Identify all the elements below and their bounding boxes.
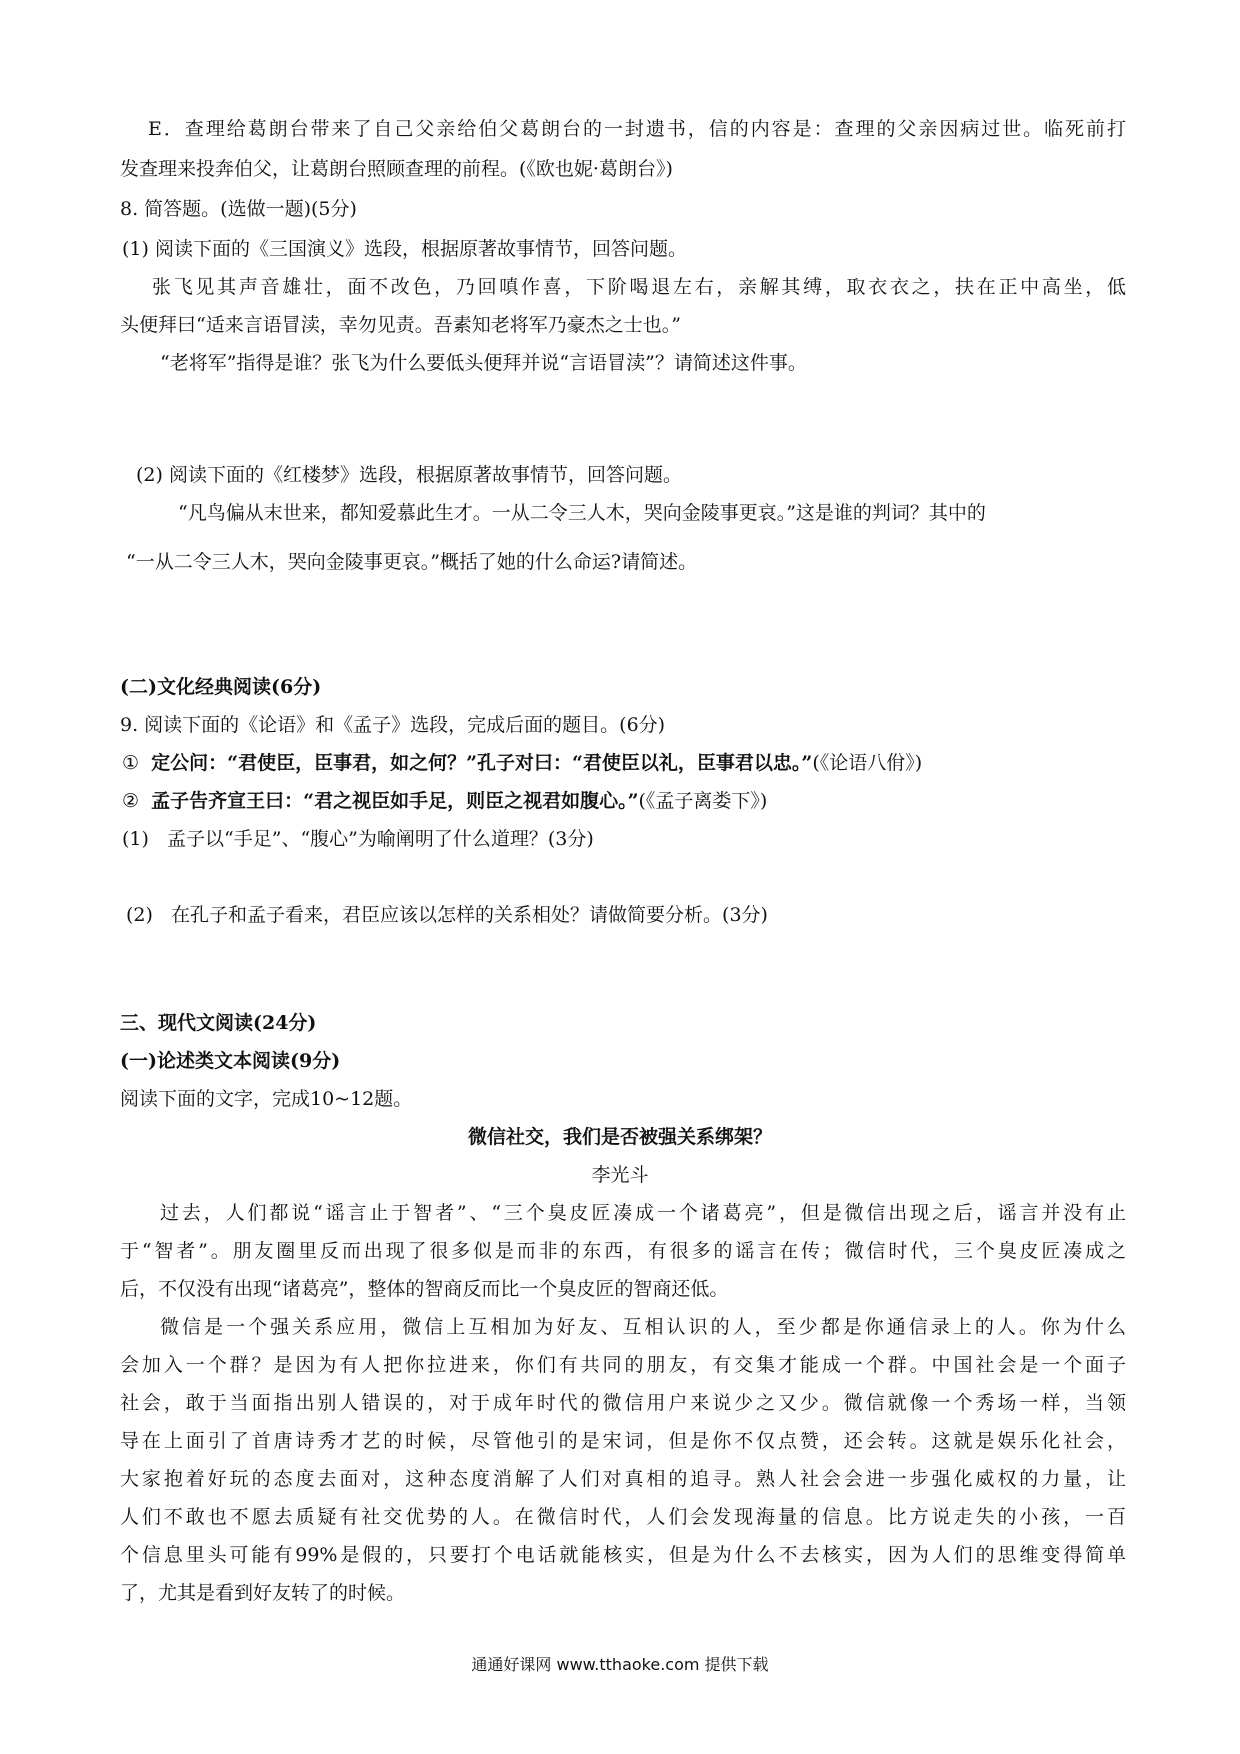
reading-instruction: 阅读下面的文字，完成10~12题。 — [120, 1088, 413, 1110]
q9-item2 — [122, 790, 767, 813]
q8-part1-passage-line1: 张飞见其声音雄壮，面不改色，乃回嗔作喜，下阶喝退左右，亲解其缚，取衣衣之，扶在正中高坐，低 — [152, 276, 1126, 298]
para2-line1: 微信是一个强关系应用，微信上互相加为好友、互相认识的人，至少都是你通信录上的人。你为什么 — [160, 1316, 1126, 1338]
q9-item2-source: (《孟子离娄下》) — [638, 790, 768, 812]
q8-part2-intro: (2) 阅读下面的《红楼梦》选段，根据原著故事情节，回答问题。 — [136, 464, 682, 486]
para1-line1: 过去，人们都说“谣言止于智者”、“三个臭皮匠凑成一个诸葛亮”，但是微信出现之后，谣言并没有止 — [160, 1202, 1126, 1224]
option-e-line1: E．查理给葛朗台带来了自己父亲给伯父葛朗台的一封遗书，信的内容是：查理的父亲因病过世。临死前打 — [148, 118, 1126, 140]
section-argument-heading: (一)论述类文本阅读(9分) — [120, 1050, 341, 1072]
q9-item1-quote: 定公问：“君使臣，臣事君，如之何？”孔子对曰：“君使臣以礼，臣事君以忠。” — [151, 752, 813, 774]
para2-line3: 社会，敢于当面指出别人错误的，对于成年时代的微信用户来说少之又少。微信就像一个秀场一样，当领 — [120, 1392, 1126, 1414]
para2-line4: 导在上面引了首唐诗秀才艺的时候，尽管他引的是宋词，但是你不仅点赞，还会转。这就是娱乐化社会， — [120, 1430, 1126, 1452]
q9-title: 9. 阅读下面的《论语》和《孟子》选段，完成后面的题目。(6分) — [120, 714, 666, 736]
q9-item1 — [122, 752, 922, 775]
page-footer: 通通好课网 www.tthaoke.com 提供下载 — [471, 1655, 769, 1674]
q8-part2-line2: “一从二令三人木，哭向金陵事更哀。”概括了她的什么命运?请简述。 — [126, 551, 698, 573]
q9-sub2: (2) 在孔子和孟子看来，君臣应该以怎样的关系相处？请做简要分析。(3分) — [126, 904, 768, 926]
para2-line7: 个信息里头可能有99%是假的，只要打个电话就能核实，但是为什么不去核实，因为人们的思维变得简单 — [120, 1544, 1126, 1566]
para2-line5: 大家抱着好玩的态度去面对，这种态度消解了人们对真相的追寻。熟人社会会进一步强化威权的力量，让 — [120, 1468, 1126, 1490]
section-modern-heading: 三、现代文阅读(24分) — [120, 1012, 317, 1034]
article-title: 微信社交，我们是否被强关系绑架？ — [467, 1126, 772, 1148]
q9-item1-source: (《论语八佾》) — [812, 752, 923, 774]
para1-line2: 于“智者”。朋友圈里反而出现了很多似是而非的东西，有很多的谣言在传；微信时代，三个臭皮匠凑成之 — [120, 1240, 1126, 1262]
q9-item2-number: ② — [122, 790, 140, 812]
option-e-line2: 发查理来投奔伯父，让葛朗台照顾查理的前程。(《欧也妮·葛朗台》) — [120, 158, 673, 180]
q9-item1-number: ① — [122, 752, 140, 774]
article-author: 李光斗 — [591, 1164, 649, 1186]
para1-line3: 后，不仅没有出现“诸葛亮”，整体的智商反而比一个臭皮匠的智商还低。 — [120, 1278, 729, 1300]
q8-part1-question: “老将军”指得是谁？张飞为什么要低头便拜并说“言语冒渎”？请简述这件事。 — [160, 352, 807, 374]
q9-item2-quote: 孟子告齐宣王曰：“君之视臣如手足，则臣之视君如腹心。” — [151, 790, 639, 812]
q8-part1-passage-line2: 头便拜曰“适来言语冒渎，幸勿见责。吾素知老将军乃豪杰之士也。” — [120, 314, 681, 336]
q9-sub1: (1) 孟子以“手足”、“腹心”为喻阐明了什么道理？(3分) — [122, 828, 594, 850]
q8-title: 8. 简答题。(选做一题)(5分) — [120, 198, 357, 220]
para2-line8: 了，尤其是看到好友转了的时候。 — [120, 1582, 406, 1604]
para2-line6: 人们不敢也不愿去质疑有社交优势的人。在微信时代，人们会发现海量的信息。比方说走失的小孩，一百 — [120, 1506, 1126, 1528]
q8-part2-line1: “凡鸟偏从末世来，都知爱慕此生才。一从二令三人木，哭向金陵事更哀。”这是谁的判词？其中的 — [178, 502, 986, 524]
q8-part1-intro: (1) 阅读下面的《三国演义》选段，根据原著故事情节，回答问题。 — [122, 238, 687, 260]
section-culture-heading: (二)文化经典阅读(6分) — [120, 676, 322, 698]
para2-line2: 会加入一个群？是因为有人把你拉进来，你们有共同的朋友，有交集才能成一个群。中国社会是一个面子 — [120, 1354, 1126, 1376]
